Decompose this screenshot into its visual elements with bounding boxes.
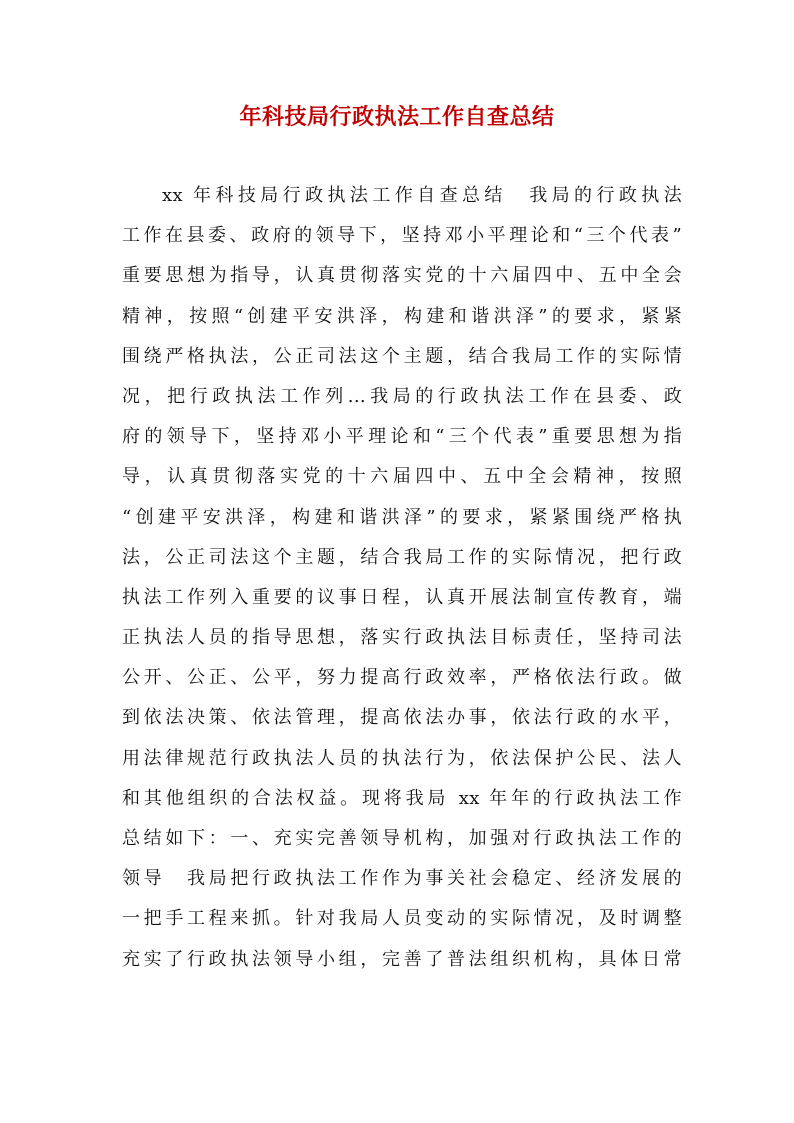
body-line: 况，把行政执法工作列...我局的行政执法工作在县委、政 (122, 385, 682, 407)
body-line: 总结如下：一、充实完善领导机构，加强对行政执法工作的 (122, 828, 682, 849)
document-body (122, 176, 682, 980)
body-line: 府的领导下，坚持邓小平理论和“三个代表”重要思想为指 (122, 426, 682, 448)
body-line: 执法工作列入重要的议事日程，认真开展法制宣传教育，端 (122, 586, 682, 608)
body-line: 围绕严格执法，公正司法这个主题，结合我局工作的实际情 (122, 345, 682, 367)
body-line: 精神，按照“创建平安洪泽，构建和谐洪泽”的要求，紧紧 (122, 305, 682, 327)
body-line: 法，公正司法这个主题，结合我局工作的实际情况，把行政 (122, 546, 682, 568)
document-title: 年科技局行政执法工作自查总结 (239, 104, 555, 130)
body-line: 公开、公正、公平，努力提高行政效率，严格依法行政。做 (122, 667, 682, 689)
body-line: 领导 我局把行政执法工作作为事关社会稳定、经济发展的 (122, 868, 682, 890)
body-line: 到依法决策、依法管理，提高依法办事，依法行政的水平， (122, 707, 682, 729)
body-line: xx 年科技局行政执法工作自查总结 我局的行政执法 (162, 185, 682, 206)
body-line: 工作在县委、政府的领导下，坚持邓小平理论和“三个代表” (122, 225, 682, 247)
body-line: “创建平安洪泽，构建和谐洪泽”的要求，紧紧围绕严格执 (122, 506, 682, 528)
body-line: 用法律规范行政执法人员的执法行为，依法保护公民、法人 (122, 747, 682, 769)
body-line: 重要思想为指导，认真贯彻落实党的十六届四中、五中全会 (122, 265, 682, 287)
body-line: 和其他组织的合法权益。现将我局 xx 年年的行政执法工作 (122, 787, 682, 809)
body-line: 正执法人员的指导思想，落实行政执法目标责任，坚持司法 (122, 627, 682, 649)
body-line: 充实了行政执法领导小组，完善了普法组织机构，具体日常 (122, 948, 682, 970)
body-line: 导，认真贯彻落实党的十六届四中、五中全会精神，按照 (122, 466, 682, 488)
body-line: 一把手工程来抓。针对我局人员变动的实际情况，及时调整 (122, 908, 682, 930)
